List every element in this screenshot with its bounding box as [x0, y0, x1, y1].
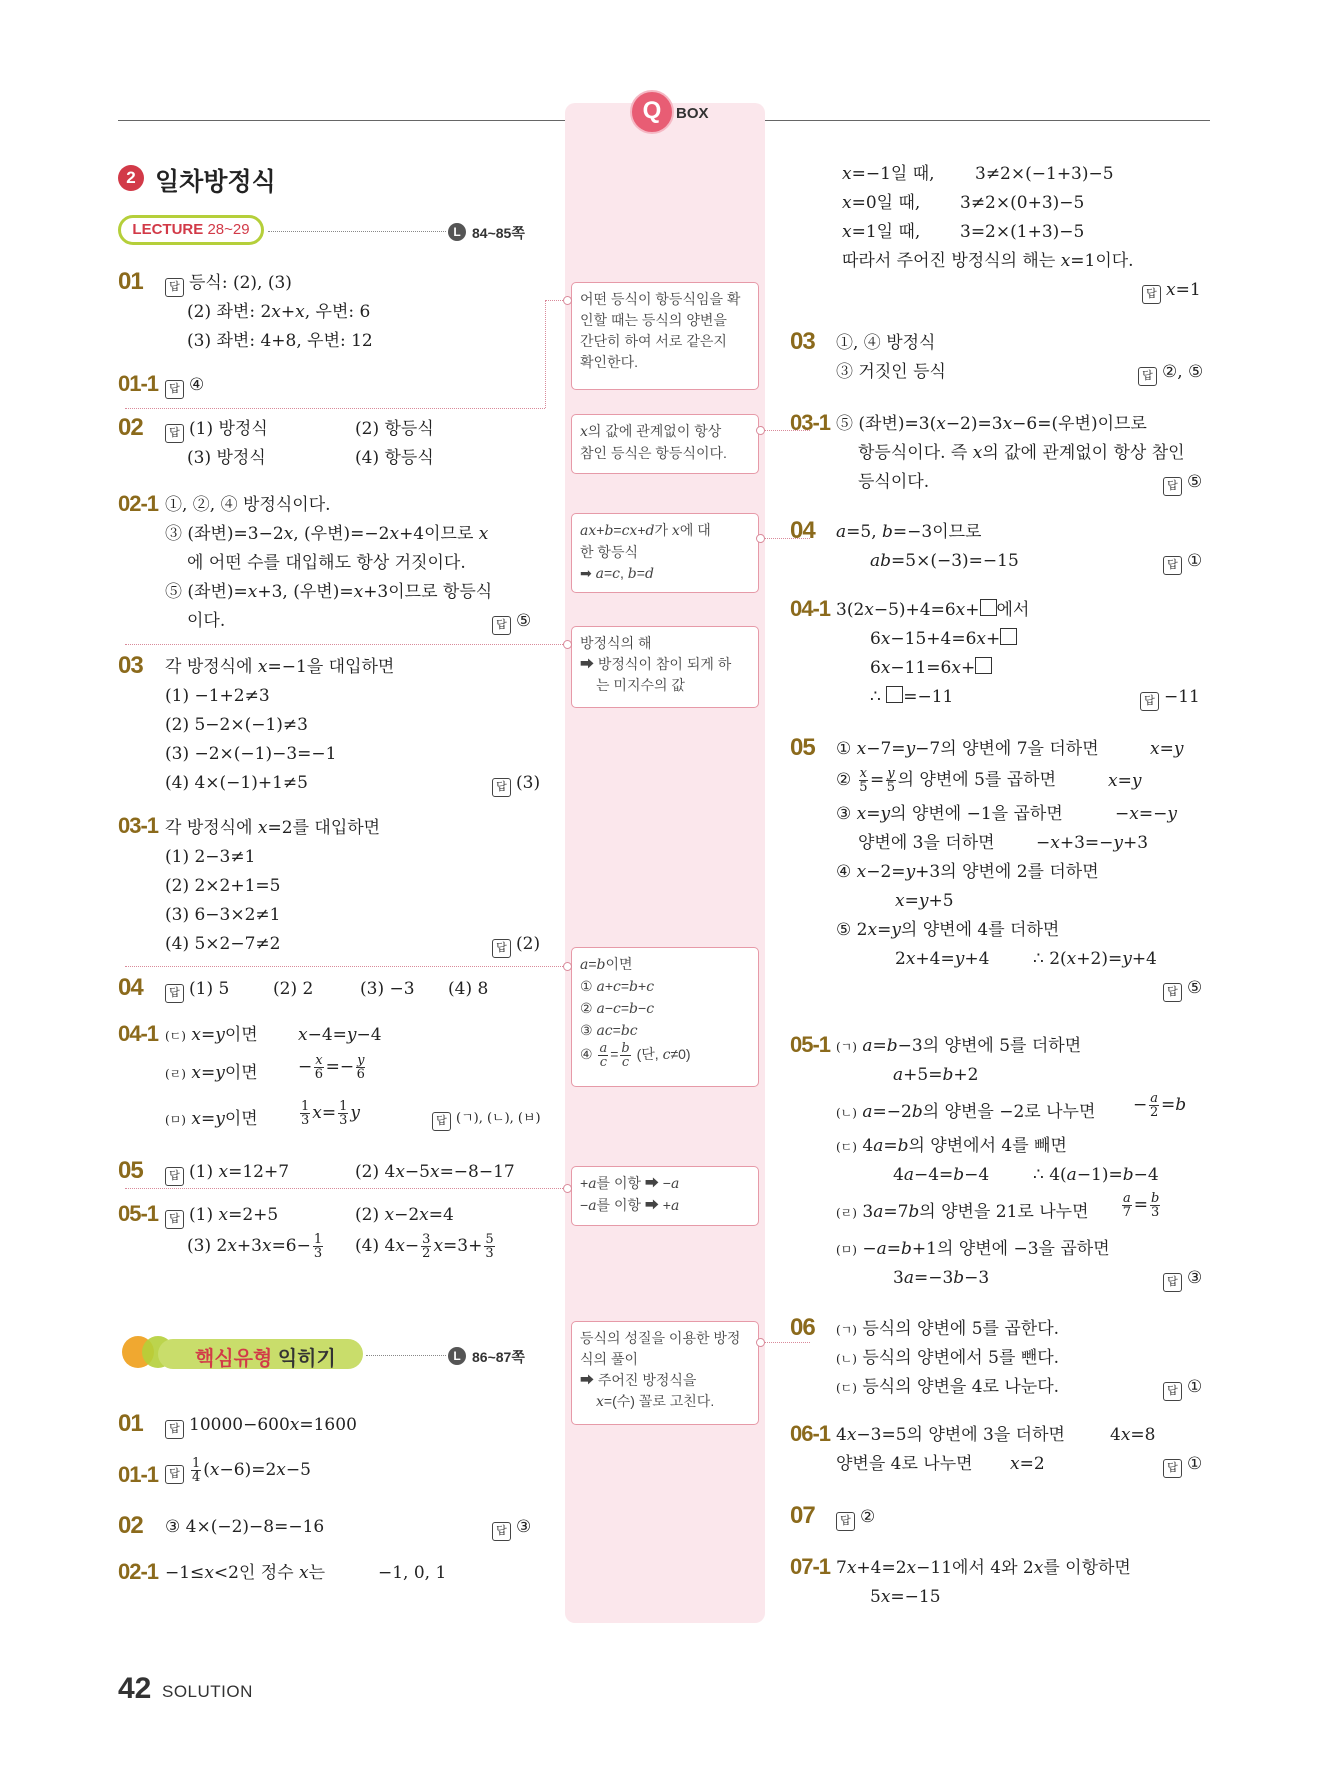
qbox-note: ax+b=cx+d가 x에 대 한 항등식 ➡ a=c, b=d: [571, 513, 759, 593]
qbox-note: +a를 이항 ➡ −a −a를 이항 ➡ +a: [571, 1166, 759, 1226]
solution-line: −x+3=−y+3: [1036, 833, 1149, 853]
footer-label: SOLUTION: [162, 1682, 253, 1701]
lecture-leader: [268, 231, 446, 232]
problem-number: 04-1: [118, 1021, 159, 1046]
solution-line: (2) 좌변: 2x+x, 우변: 6: [187, 302, 371, 322]
section-number-badge: 2: [118, 165, 144, 191]
answer-line: 답 −11: [1140, 686, 1200, 711]
solution-line: −1, 0, 1: [378, 1563, 447, 1583]
problem-number: 03-1: [118, 813, 159, 838]
solution-line: (3) 좌변: 4+8, 우변: 12: [187, 331, 373, 351]
connector-dot: [756, 426, 765, 435]
solution-line: (3) 2x+3x=6− $\frac{1}{3}$: [187, 1232, 323, 1261]
problem-number: 04-1: [790, 596, 831, 621]
practice-leader: [366, 1355, 446, 1356]
solution-line: x−4=y−4: [298, 1025, 382, 1045]
solution-line: (ㅁ) x=y이면: [165, 1109, 258, 1129]
solution-line: ⑤ 2x=y의 양변에 4를 더하면: [836, 920, 1060, 940]
connector-dot: [563, 296, 572, 305]
solution-line: (ㄹ) 3a=7b의 양변을 21로 나누면: [836, 1202, 1089, 1222]
solution-line: (2) 4x−5x=−8−17: [355, 1162, 515, 1182]
solution-line: − $\frac{x}{6}$ =− $\frac{y}{6}$: [298, 1053, 365, 1082]
answer-line: 답 (3): [492, 772, 540, 797]
solution-line: x=y: [1150, 739, 1184, 759]
solution-line: (ㄱ) a=b−3의 양변에 5를 더하면: [836, 1036, 1082, 1056]
solution-line: (3) −2×(−1)−3=−1: [165, 744, 337, 764]
problem-number: 02-1: [118, 1559, 159, 1584]
solution-line: x=y+5: [895, 891, 954, 911]
solution-line: x=2: [1010, 1454, 1045, 1474]
solution-line: ② $\frac{x}{5}$ = $\frac{y}{5}$ 의 양변에 5를 곱하면: [836, 766, 1057, 795]
solution-line: (ㅁ) −a=b+1의 양변에 −3을 곱하면: [836, 1239, 1110, 1259]
solution-line: 6x−11=6x+: [870, 657, 992, 679]
solution-line: a=5, b=−3이므로: [836, 522, 982, 542]
problem-number: 02-1: [118, 491, 159, 516]
solution-line: (3) −3: [360, 979, 415, 999]
connector-line: [125, 408, 545, 409]
connector-dot: [563, 640, 572, 649]
answer-line: 답 ⑤: [1163, 977, 1202, 1002]
answer-line: 답 ①: [1163, 1453, 1202, 1478]
problem-number: 06: [790, 1314, 815, 1341]
answer-line: 답 ②, ⑤: [1138, 361, 1203, 386]
answer-line: 답 (1) 5: [165, 978, 229, 1003]
solution-line: ①, ④ 방정식: [836, 333, 936, 353]
solution-line: $\frac{1}{3}$ x= $\frac{1}{3}$ y: [301, 1099, 361, 1128]
solution-line: 따라서 주어진 방정식의 해는 x=1이다.: [842, 251, 1134, 271]
solution-line: (2) 5−2×(−1)≠3: [165, 715, 308, 735]
solution-line: 3a=−3b−3: [893, 1268, 990, 1288]
practice-ref: 86~87쪽: [472, 1349, 525, 1365]
solution-line: ① x−7=y−7의 양변에 7을 더하면: [836, 739, 1099, 759]
solution-line: (3) 6−3×2≠1: [165, 905, 281, 925]
solution-line: 이다.: [187, 611, 226, 631]
connector-dot: [756, 534, 765, 543]
section-title: 일차방정식: [155, 168, 276, 196]
answer-line: 답 ⑤: [1163, 471, 1202, 496]
qbox-badge: Q: [630, 90, 674, 134]
solution-line: ③ 4×(−2)−8=−16: [165, 1517, 325, 1537]
solution-line: 3≠2×(0+3)−5: [960, 193, 1085, 213]
solution-line: x=y: [1108, 771, 1142, 791]
solution-line: (4) 4x− $\frac{3}{2}$ x=3+ $\frac{5}{3}$: [355, 1232, 494, 1261]
connector-line: [125, 1188, 565, 1189]
problem-number: 01: [118, 1410, 143, 1437]
solution-line: 6x−15+4=6x+: [870, 628, 1017, 650]
solution-line: ⑤ (좌변)=3(x−2)=3x−6=(우변)이므로: [836, 414, 1147, 434]
answer-line: 답 (1) x=2+5: [165, 1204, 278, 1229]
solution-line: (4) 4×(−1)+1≠5: [165, 773, 308, 793]
solution-line: (2) 2: [273, 979, 314, 999]
solution-line: 4x=8: [1110, 1425, 1156, 1445]
solution-line: (ㄹ) x=y이면: [165, 1063, 258, 1083]
solution-line: x=1일 때,: [842, 222, 921, 242]
solution-line: (1) 2−3≠1: [165, 847, 256, 867]
solution-line: ∴ 2(x+2)=y+4: [1033, 949, 1157, 969]
solution-line: ③ (좌변)=3−2x, (우변)=−2x+4이므로 x: [165, 524, 489, 544]
solution-line: ∴ 4(a−1)=b−4: [1033, 1165, 1159, 1185]
answer-line: 답 ③: [492, 1516, 531, 1541]
answer-line: 답 (ㄱ), (ㄴ), (ㅂ): [432, 1108, 541, 1131]
solution-line: (2) 2×2+1=5: [165, 876, 281, 896]
lecture-ref: 84~85쪽: [472, 225, 525, 241]
solution-line: − $\frac{a}{2}$ =b: [1133, 1091, 1187, 1120]
answer-line: 답 ⑤: [492, 610, 531, 635]
top-rule-left: [118, 120, 565, 121]
solution-line: (4) 항등식: [355, 448, 434, 468]
connector-dot: [563, 1184, 572, 1193]
lecture-ref-icon: L: [448, 223, 466, 241]
solution-line: 각 방정식에 x=−1을 대입하면: [165, 657, 395, 677]
solution-line: (2) 항등식: [355, 419, 434, 439]
problem-number: 02: [118, 414, 143, 441]
solution-line: (ㄴ) 등식의 양변에서 5를 뺀다.: [836, 1348, 1060, 1368]
qbox-note: a=b이면 ① a+c=b+c ② a−c=b−c ③ ac=bc ④ $\frac{a}{c}$ = $\frac{b}{c}$ (단, c≠0): [571, 947, 759, 1087]
solution-line: −x=−y: [1115, 804, 1177, 824]
solution-line: 양변을 4로 나누면: [836, 1454, 973, 1474]
problem-number: 04: [790, 517, 815, 544]
connector-dot: [756, 1338, 765, 1347]
solution-line: (3) 방정식: [187, 448, 266, 468]
problem-number: 05: [118, 1157, 143, 1184]
solution-line: ③ x=y의 양변에 −1을 곱하면: [836, 804, 1063, 824]
lecture-label: LECTURE: [132, 221, 204, 238]
practice-ref-icon: L: [448, 1347, 466, 1365]
solution-line: 2x+4=y+4: [895, 949, 990, 969]
connector-line: [765, 1342, 810, 1343]
solution-line: (ㄱ) 등식의 양변에 5를 곱한다.: [836, 1319, 1060, 1339]
solution-line: 에 어떤 수를 대입해도 항상 거짓이다.: [187, 553, 466, 573]
problem-number: 03: [118, 652, 143, 679]
solution-line: 4a−4=b−4: [893, 1165, 990, 1185]
problem-number: 03-1: [790, 410, 831, 435]
solution-line: 3(2x−5)+4=6x+ 에서: [836, 600, 1030, 620]
solution-line: (2) x−2x=4: [355, 1205, 454, 1225]
solution-line: ab=5×(−3)=−15: [870, 551, 1019, 571]
page-number: 42: [118, 1672, 152, 1705]
answer-line: 답 x=1: [1142, 279, 1201, 304]
problem-number: 05-1: [790, 1032, 831, 1057]
answer-line: 답 ③: [1163, 1267, 1202, 1292]
solution-line: 등식이다.: [858, 472, 930, 492]
top-rule-right: [765, 120, 1210, 121]
solution-line: 3≠2×(−1+3)−5: [975, 164, 1114, 184]
problem-number: 06-1: [790, 1421, 831, 1446]
answer-line: 답 $\frac{1}{4}$ (x−6)=2x−5: [165, 1457, 311, 1484]
lecture-pages: 28~29: [207, 221, 250, 238]
problem-number: 07: [790, 1502, 815, 1529]
solution-line: ①, ②, ④ 방정식이다.: [165, 495, 331, 515]
solution-line: 4x−3=5의 양변에 3을 더하면: [836, 1425, 1065, 1445]
answer-line: 답 ④: [165, 374, 204, 399]
answer-line: 답 등식: (2), (3): [165, 272, 292, 297]
problem-number: 01-1: [118, 1462, 159, 1487]
solution-line: (ㄴ) a=−2b의 양변을 −2로 나누면: [836, 1102, 1096, 1122]
qbox-note: 방정식의 해 ➡ 방정식이 참이 되게 하 는 미지수의 값: [571, 626, 759, 708]
qbox-note: x의 값에 관계없이 항상 참인 등식은 항등식이다.: [571, 414, 759, 474]
problem-number: 04: [118, 974, 143, 1001]
answer-line: 답 ①: [1163, 550, 1202, 575]
qbox-label: BOX: [676, 105, 709, 122]
solution-line: x=−1일 때,: [842, 164, 935, 184]
solution-line: (4) 5×2−7≠2: [165, 934, 281, 954]
solution-line: $\frac{a}{7}$ = $\frac{b}{3}$: [1122, 1191, 1160, 1220]
problem-number: 05-1: [118, 1201, 159, 1226]
lecture-pill: [118, 215, 264, 245]
solution-line: (1) −1+2≠3: [165, 686, 270, 706]
solution-line: (4) 8: [448, 979, 489, 999]
solution-line: a+5=b+2: [893, 1065, 979, 1085]
solution-line: (ㄷ) x=y이면: [165, 1025, 258, 1045]
problem-number: 01-1: [118, 371, 159, 396]
answer-line: 답 ①: [1163, 1376, 1202, 1401]
answer-line: 답 (2): [492, 933, 540, 958]
solution-line: ∴ =−11: [870, 687, 954, 707]
solution-line: ④ x−2=y+3의 양변에 2를 더하면: [836, 862, 1099, 882]
connector-dot: [563, 962, 572, 971]
answer-line: 답 10000−600x=1600: [165, 1414, 357, 1439]
problem-number: 05: [790, 734, 815, 761]
problem-number: 03: [790, 328, 815, 355]
problem-number: 02: [118, 1512, 143, 1539]
solution-line: (ㄷ) 등식의 양변을 4로 나눈다.: [836, 1377, 1060, 1397]
solution-line: 7x+4=2x−11에서 4와 2x를 이항하면: [836, 1558, 1131, 1578]
answer-line: 답 ②: [836, 1506, 875, 1531]
qbox-note: 등식의 성질을 이용한 방정 식의 풀이 ➡ 주어진 방정식을 x=(수) 꼴로 고친다.: [571, 1321, 759, 1425]
solution-line: ⑤ (좌변)=x+3, (우변)=x+3이므로 항등식: [165, 582, 493, 602]
connector-line: [125, 644, 565, 645]
solution-line: ③ 거짓인 등식: [836, 362, 946, 382]
solution-line: 양변에 3을 더하면: [858, 833, 995, 853]
answer-line: 답 (1) x=12+7: [165, 1161, 289, 1186]
connector-line: [125, 966, 565, 967]
solution-line: (ㄷ) 4a=b의 양변에서 4를 빼면: [836, 1136, 1067, 1156]
practice-title-a: 핵심유형: [195, 1348, 273, 1370]
solution-line: −1≤x<2인 정수 x는: [165, 1563, 326, 1583]
problem-number: 01: [118, 268, 143, 295]
solution-line: 항등식이다. 즉 x의 값에 관계없이 항상 참인: [858, 443, 1185, 463]
connector-line: [545, 300, 546, 408]
qbox-note: 어떤 등식이 항등식임을 확 인할 때는 등식의 양변을 간단히 하여 서로 같은지 확인한다.: [571, 282, 759, 390]
practice-title: [195, 1342, 336, 1371]
solution-line: x=0일 때,: [842, 193, 921, 213]
solution-line: 5x=−15: [870, 1587, 941, 1607]
answer-line: 답 (1) 방정식: [165, 418, 268, 443]
practice-title-b: 익히기: [277, 1348, 336, 1370]
problem-number: 07-1: [790, 1554, 831, 1579]
solution-line: 각 방정식에 x=2를 대입하면: [165, 818, 381, 838]
solution-line: 3=2×(1+3)−5: [960, 222, 1085, 242]
